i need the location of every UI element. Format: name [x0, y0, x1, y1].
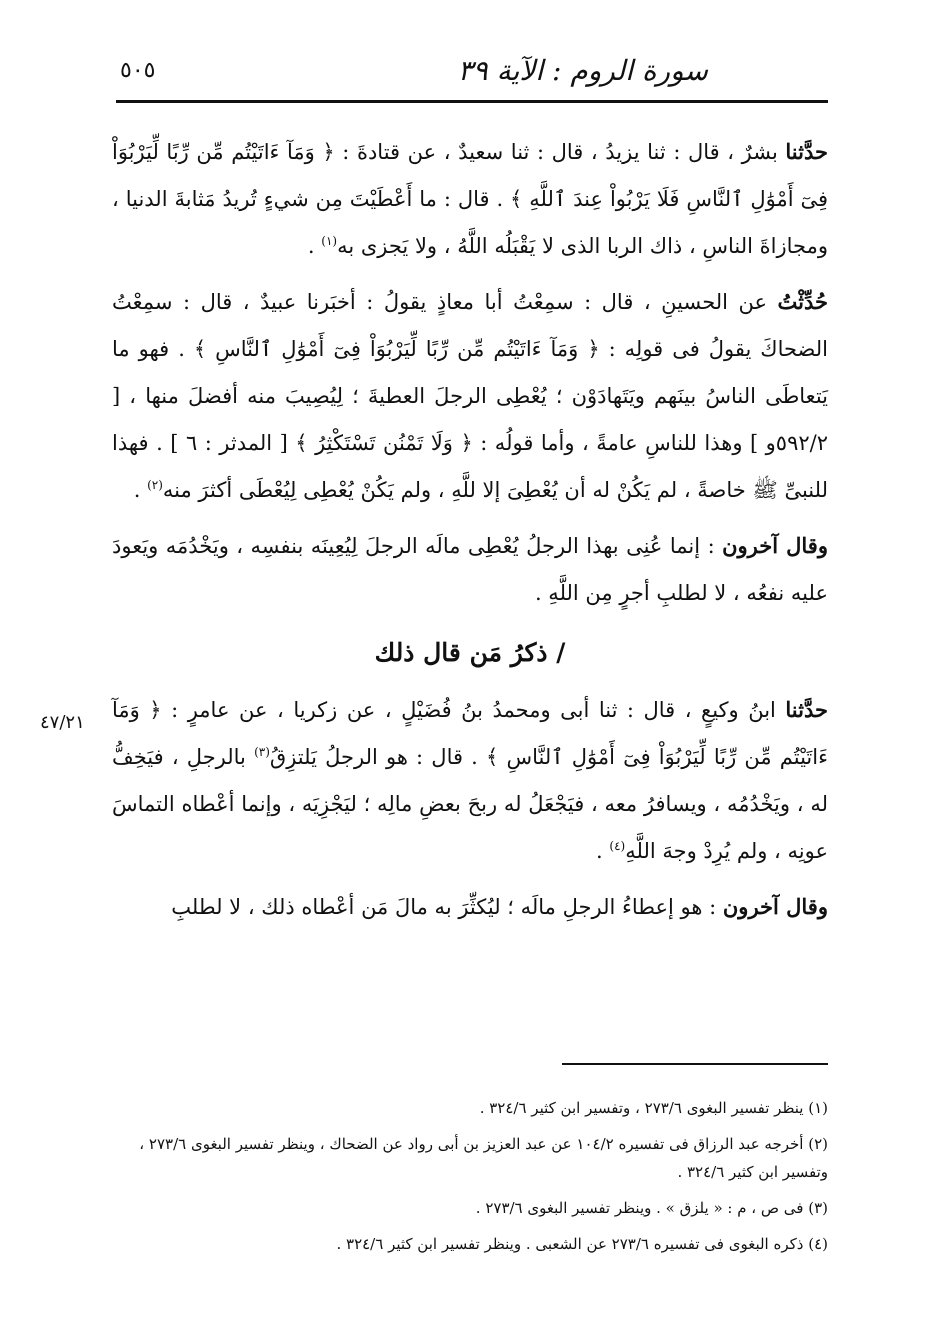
footnote: (٣) فى ص ، م : « يلزق » . وينظر تفسير البغوى ٢٧٣/٦ .	[475, 1199, 828, 1217]
paragraph-text: بالرجلِ ، فيَخِفُّ له ، ويَخْدُمُه ، ويسافرُ معه ، فيَجْعَلُ له ربحَ بعضِ مالِه ؛ ليَجْزِيَه ، وإنما أعْطاه التماسَ عونِه ، ولم يُرِدْ وجهَ اللَّهِ	[112, 745, 828, 863]
paragraph	[112, 278, 828, 514]
footnote-rule	[562, 1063, 828, 1065]
paragraph	[112, 128, 828, 270]
footnote: (١) ينظر تفسير البغوى ٢٧٣/٦ ، وتفسير ابن كثير ٣٢٤/٦ .	[479, 1099, 828, 1117]
footnote-marker: (١)	[321, 234, 338, 248]
header-title: سورة الروم : الآية ٣٩	[457, 54, 708, 87]
paragraph	[112, 522, 828, 617]
paragraph-text: ابنُ وكيعٍ ، قال : ثنا أبى ومحمدُ بنُ فُضَيْلٍ ، عن زكريا ، عن عامرٍ : ﴿ وَمَآ ءَاتَيْتُم مِّن رِّبًا لِّيَرْبُوَاْ فِىٓ أَمْوَٰلِ ٱلنَّاسِ ﴾ . قال : هو الرجلُ يَلتزِقُ	[112, 698, 828, 769]
section-heading: / ذكرُ مَن قال ذلك	[374, 638, 566, 667]
paragraph-end: .	[133, 478, 148, 502]
footnote-marker: (٣)	[254, 745, 270, 759]
paragraph-lead: حدَّثنا	[785, 139, 828, 164]
paragraph-text: : إنما عُنِى بهذا الرجلُ يُعْطِى مالَه الرجلَ لِيُعِينَه بنفسِه ، ويَخْدُمَه ويَعودَ عليه نفعُه ، لا لطلبِ أجرٍ مِن اللَّهِ .	[112, 534, 828, 605]
paragraph-text: بشرٌ ، قال : ثنا يزيدُ ، قال : ثنا سعيدٌ ، عن قتادةَ : ﴿ وَمَآ ءَاتَيْتُم مِّن رِّبًا لِّيَرْبُوَاْ فِىٓ أَمْوَٰلِ ٱلنَّاسِ فَلَا يَرْبُواْ عِندَ ٱللَّهِ ﴾ . قال : ما أَعْطَيْتَ مِن شيءٍ تُريدُ مَثابةَ الدنيا ، ومجازاةَ الناسِ ، ذاك الربا الذى لا يَقْبَلُه اللَّهُ ، ولا يَجزى به	[112, 140, 828, 258]
paragraph	[112, 883, 828, 931]
footnote: (٤) ذكره البغوى فى تفسيره ٢٧٣/٦ عن الشعبى . وينظر تفسير ابن كثير ٣٢٤/٦ .	[336, 1235, 828, 1253]
page-number: ٥٠٥	[120, 58, 156, 83]
footnote-marker: (٢)	[147, 478, 163, 492]
running-header	[116, 52, 828, 98]
main-text	[112, 128, 828, 939]
paragraph-end: .	[596, 839, 610, 863]
paragraph-text: : هو إعطاءُ الرجلِ مالَه ؛ ليُكثِّرَ به مالَ مَن أعْطاه ذلك ، لا لطلبِ	[171, 895, 723, 919]
paragraph	[112, 686, 828, 875]
footnote: (٢) أخرجه عبد الرزاق فى تفسيره ١٠٤/٢ عن عبد العزيز بن أبى رواد عن الضحاك ، وينظر تفسير البغوى ٢٧٣/٦ ، وتفسير ابن كثير ٣٢٤/٦ .	[139, 1135, 828, 1181]
paragraph-text: عن الحسينِ ، قال : سمِعْتُ أبا معاذٍ يقولُ : أخبَرنا عبيدٌ ، قال : سمِعْتُ الضحاكَ يقولُ فى قولِه : ﴿ وَمَآ ءَاتَيْتُم مِّن رِّبًا لِّيَرْبُوَاْ فِىٓ أَمْوَٰلِ ٱلنَّاسِ ﴾ . فهو ما يَتعاطَى الناسُ بينَهم ويَتَهادَوْن ؛ يُعْطِى الرجلَ العطيةَ ؛ لِيُصِيبَ منه أفضلَ منها ، [ ٥٩٢/٢و ] وهذا للناسِ عامةً ، وأما قولُه : ﴿ وَلَا تَمْنُن تَسْتَكْثِرُ ﴾ [ المدثر : ٦ ] . فهذا للنبىِّ ﷺ خاصةً ، لم يَكُنْ له أن يُعْطِىَ إلا للَّهِ ، ولم يَكُنْ يُعْطِى لِيُعْطَى أكثرَ منه	[112, 290, 828, 502]
footnotes	[112, 1094, 828, 1266]
paragraph-lead: حدَّثنا	[785, 697, 828, 722]
header-rule	[116, 100, 828, 103]
footnote-marker: (٤)	[609, 839, 626, 853]
paragraph-lead: حُدِّثْتُ	[777, 289, 828, 314]
margin-reference: ٤٧/٢١	[40, 712, 85, 733]
paragraph-lead: وقال آخرون	[722, 533, 828, 558]
paragraph-lead: وقال آخرون	[722, 894, 828, 919]
paragraph-end: .	[307, 234, 322, 258]
